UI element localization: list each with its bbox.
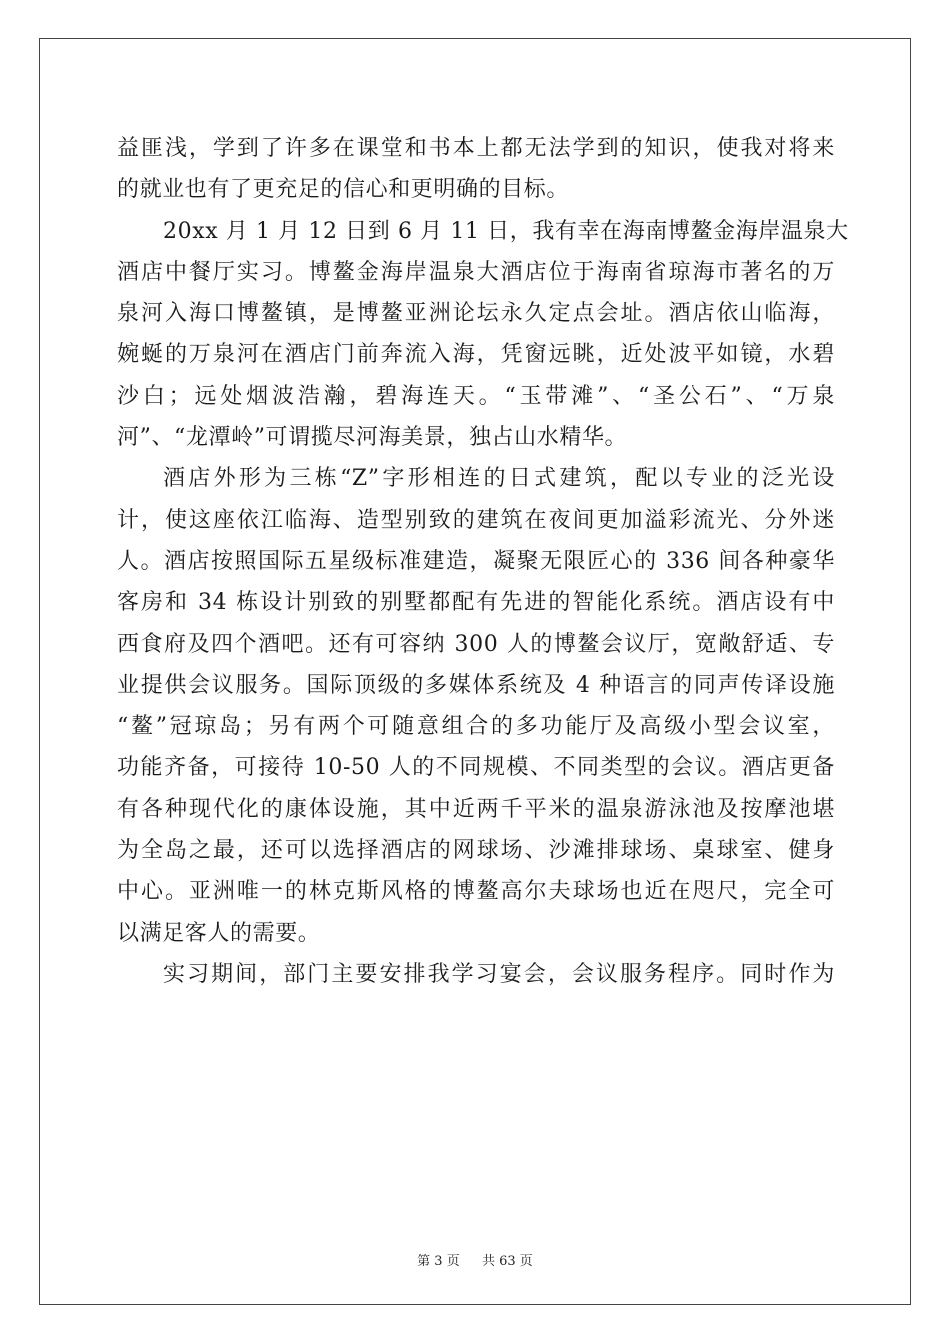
page-footer [0,1250,950,1269]
text-line: 客房和 34 栋设计别致的别墅都配有先进的智能化系统。酒店设有中 [117,590,835,616]
text-line: 有各种现代化的康体设施，其中近两千平米的温泉游泳池及按摩池堪 [117,796,835,822]
text-line: 的就业也有了更充足的信心和更明确的目标。 [117,177,570,203]
text-line: 沙白；远处烟波浩瀚，碧海连天。“玉带滩”、“圣公石”、“万泉 [117,383,835,409]
text-line: 计，使这座依江临海、造型别致的建筑在夜间更加溢彩流光、分外迷 [117,507,835,533]
text-line: 婉蜒的万泉河在酒店门前奔流入海，凭窗远眺，近处波平如镜，水碧 [117,342,835,368]
text-line: 西食府及四个酒吧。还有可容纳 300 人的博鳌会议厅，宽敞舒适、专 [117,631,835,657]
text-line: 河”、“龙潭岭”可谓揽尽河海美景，独占山水精华。 [117,425,628,451]
text-line: 酒店外形为三栋“Z”字形相连的日式建筑，配以专业的泛光设 [163,466,835,492]
text-line: 酒店中餐厅实习。博鳌金海岸温泉大酒店位于海南省琼海市著名的万 [117,259,835,285]
text-line: 以满足客人的需要。 [117,920,321,946]
text-line: “鳌”冠琼岛；另有两个可随意组合的多功能厅及高级小型会议室， [117,714,835,740]
paragraph [117,458,835,954]
text-line: 中心。亚洲唯一的林克斯风格的博鳌高尔夫球场也近在咫尺，完全可 [117,879,835,905]
text-line: 为全岛之最，还可以选择酒店的网球场、沙滩排球场、桌球室、健身 [117,838,835,864]
text-line: 泉河入海口博鳌镇，是博鳌亚洲论坛永久定点会址。酒店依山临海， [117,301,835,327]
text-line: 人。酒店按照国际五星级标准建造，凝聚无限匠心的 336 间各种豪华 [117,548,835,574]
text-line: 益匪浅，学到了许多在课堂和书本上都无法学到的知识，使我对将来 [117,136,835,161]
document-body [117,128,849,995]
text-line: 功能齐备，可接待 10-50 人的不同规模、不同类型的会议。酒店更备 [117,755,835,781]
page-number: 第 3 页 [417,1254,460,1269]
text-line: 20xx 月 1 月 12 日到 6 月 11 日，我有幸在海南博鳌金海岸温泉大 [163,218,849,244]
text-line: 实习期间，部门主要安排我学习宴会，会议服务程序。同时作为 [163,961,835,987]
paragraph [117,128,835,211]
paragraph [117,954,835,995]
paragraph [117,211,849,459]
page-total: 共 63 页 [482,1254,533,1269]
text-line: 业提供会议服务。国际顶级的多媒体系统及 4 种语言的同声传译设施 [117,672,835,698]
